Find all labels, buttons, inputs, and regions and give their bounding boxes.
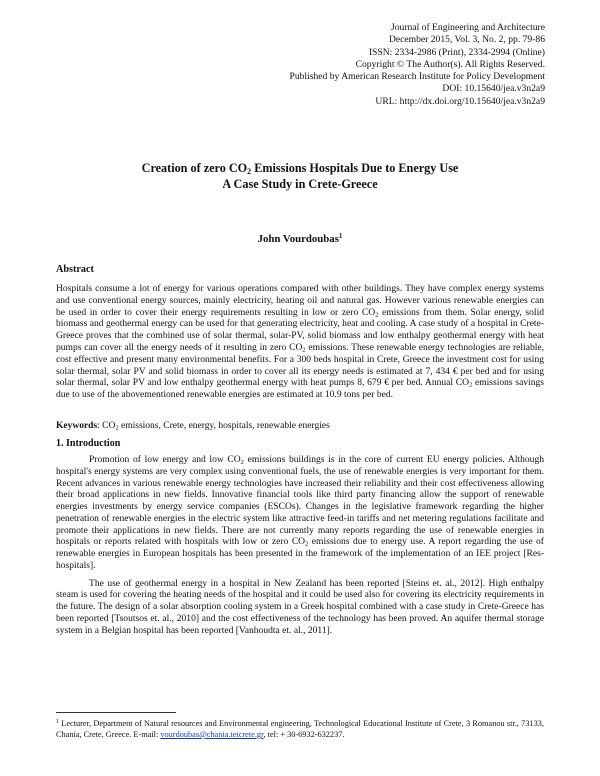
author-email-link[interactable]: vourdoubas@chania.teicrete.gr	[160, 730, 264, 739]
author-name: John Vourdoubas	[257, 233, 339, 245]
publisher-line: Published by American Research Institute for Policy Development	[289, 71, 545, 83]
doi-line: DOI: 10.15640/jea.v3n2a9	[442, 83, 545, 95]
author-footnote-mark[interactable]: 1	[338, 232, 343, 240]
keywords-label: Keywords	[56, 421, 98, 431]
footnote-mark: 1	[56, 719, 59, 725]
journal-issn: ISSN: 2334-2986 (Print), 2334-2994 (Online)	[368, 46, 545, 58]
abstract-heading: Abstract	[56, 264, 94, 275]
paper-title	[55, 160, 545, 192]
intro-paragraph-1: Promotion of low energy and low CO₂ emissions buildings is in the core of current EU energy policies. Although hospital's energy systems are very complex using conventional fuels, the use of renewable energies is very important for them. Recent advances in various renewable energy technologies have increased their reliability and their cost effectiveness allowing their broad applications in new fields. Innovative financial tools like third party financing allow the support of renewable energies investments by energy service companies (ESCOs). Changes in the legislative framework regarding the higher penetration of renewable energies in the electric system like attractive feed-in tariffs and net metering regulations facilitate and promote their applications in new fields. There are not currently many reports regarding the use of renewable energies in hospitals or reports related with hospitals with low or zero $CO_2$ emissions due to energy use. A report regarding the use of renewable energies in European hospitals has been presented in the framework of the implementation of an IEE project [Res-hospitals].	[56, 454, 544, 571]
footnote: $^1$ Lecturer, Department of Natural resources and Environmental engineering, Technological Educational Institute of Crete, 3 Romanou str., 73133, Chania, Crete, Greece. E-mail: vourdoubas@chania.teicrete.gr, tel: + 30-6932-632237.	[56, 719, 544, 739]
keywords-line: Keywords: $CO_2$ emissions, Crete, energy, hospitals, renewable energies	[56, 421, 330, 432]
abstract-text: Hospitals consume a lot of energy for various operations compared with other buildings. They have complex energy systems and use conventional energy sources, mainly electricity, heating oil and natural gas. However various renewable energies can be used in order to cover their energy requirements resulting in low or zero $CO_2$ emissions from them. Solar energy, solid biomass and geothermal energy can be used for that generating electricity, heat and cooling. A case study of a hospital in Crete-Greece proves that the combined use of solar thermal, solar-PV, solid biomass and low enthalpy geothermal energy with heat pumps can cover all the energy needs of it resulting in zero $CO_2$ emissions. These renewable energy technologies are reliable, cost effective and present many environmental benefits. For a 300 beds hospital in Crete, Greece the investment cost for using solar thermal, solar PV and solid biomass in order to cover all its energy needs is estimated at 7, 434 € per bed and for using solar thermal, solar PV and low enthalpy geothermal energy with heat pumps 8, 679 € per bed. Annual $CO_2$ emissions savings due to use of the abovementioned renewable energies are estimated at 10.9 tons per bed.	[56, 283, 544, 401]
title-line-2: A Case Study in Crete-Greece	[222, 177, 378, 191]
copyright-notice: Copyright © The Author(s). All Rights Reserved.	[355, 58, 545, 70]
url-line: URL: http://dx.doi.org/10.15640/jea.v3n2a9	[375, 95, 545, 107]
author-line	[55, 233, 545, 245]
introduction-body	[56, 454, 544, 642]
journal-name: Journal of Engineering and Architecture	[391, 22, 545, 33]
section-heading-introduction: 1. Introduction	[56, 438, 121, 449]
journal-header	[185, 22, 545, 108]
journal-issue: December 2015, Vol. 3, No. 2, pp. 79-86	[388, 34, 545, 46]
intro-paragraph-2: The use of geothermal energy in a hospital in New Zealand has been reported [Steins et. al., 2012]. High enthalpy steam is used for covering the heating needs of the hospital and it could be used also for covering its electricity requirements in the future. The design of a solar absorption cooling system in a Greek hospital combined with a case study in Crete-Greece has been reported [Tsoutsos et. al., 2010] and the cost effectiveness of the technology has been proved. An aquifer thermal storage system in a Belgian hospital has been reported [Vanhoudta et. al., 2011].	[56, 577, 544, 636]
title-line-1: Creation of zero $CO_2$ Emissions Hospitals Due to Energy Use	[141, 161, 459, 176]
footnote-divider	[56, 712, 176, 713]
